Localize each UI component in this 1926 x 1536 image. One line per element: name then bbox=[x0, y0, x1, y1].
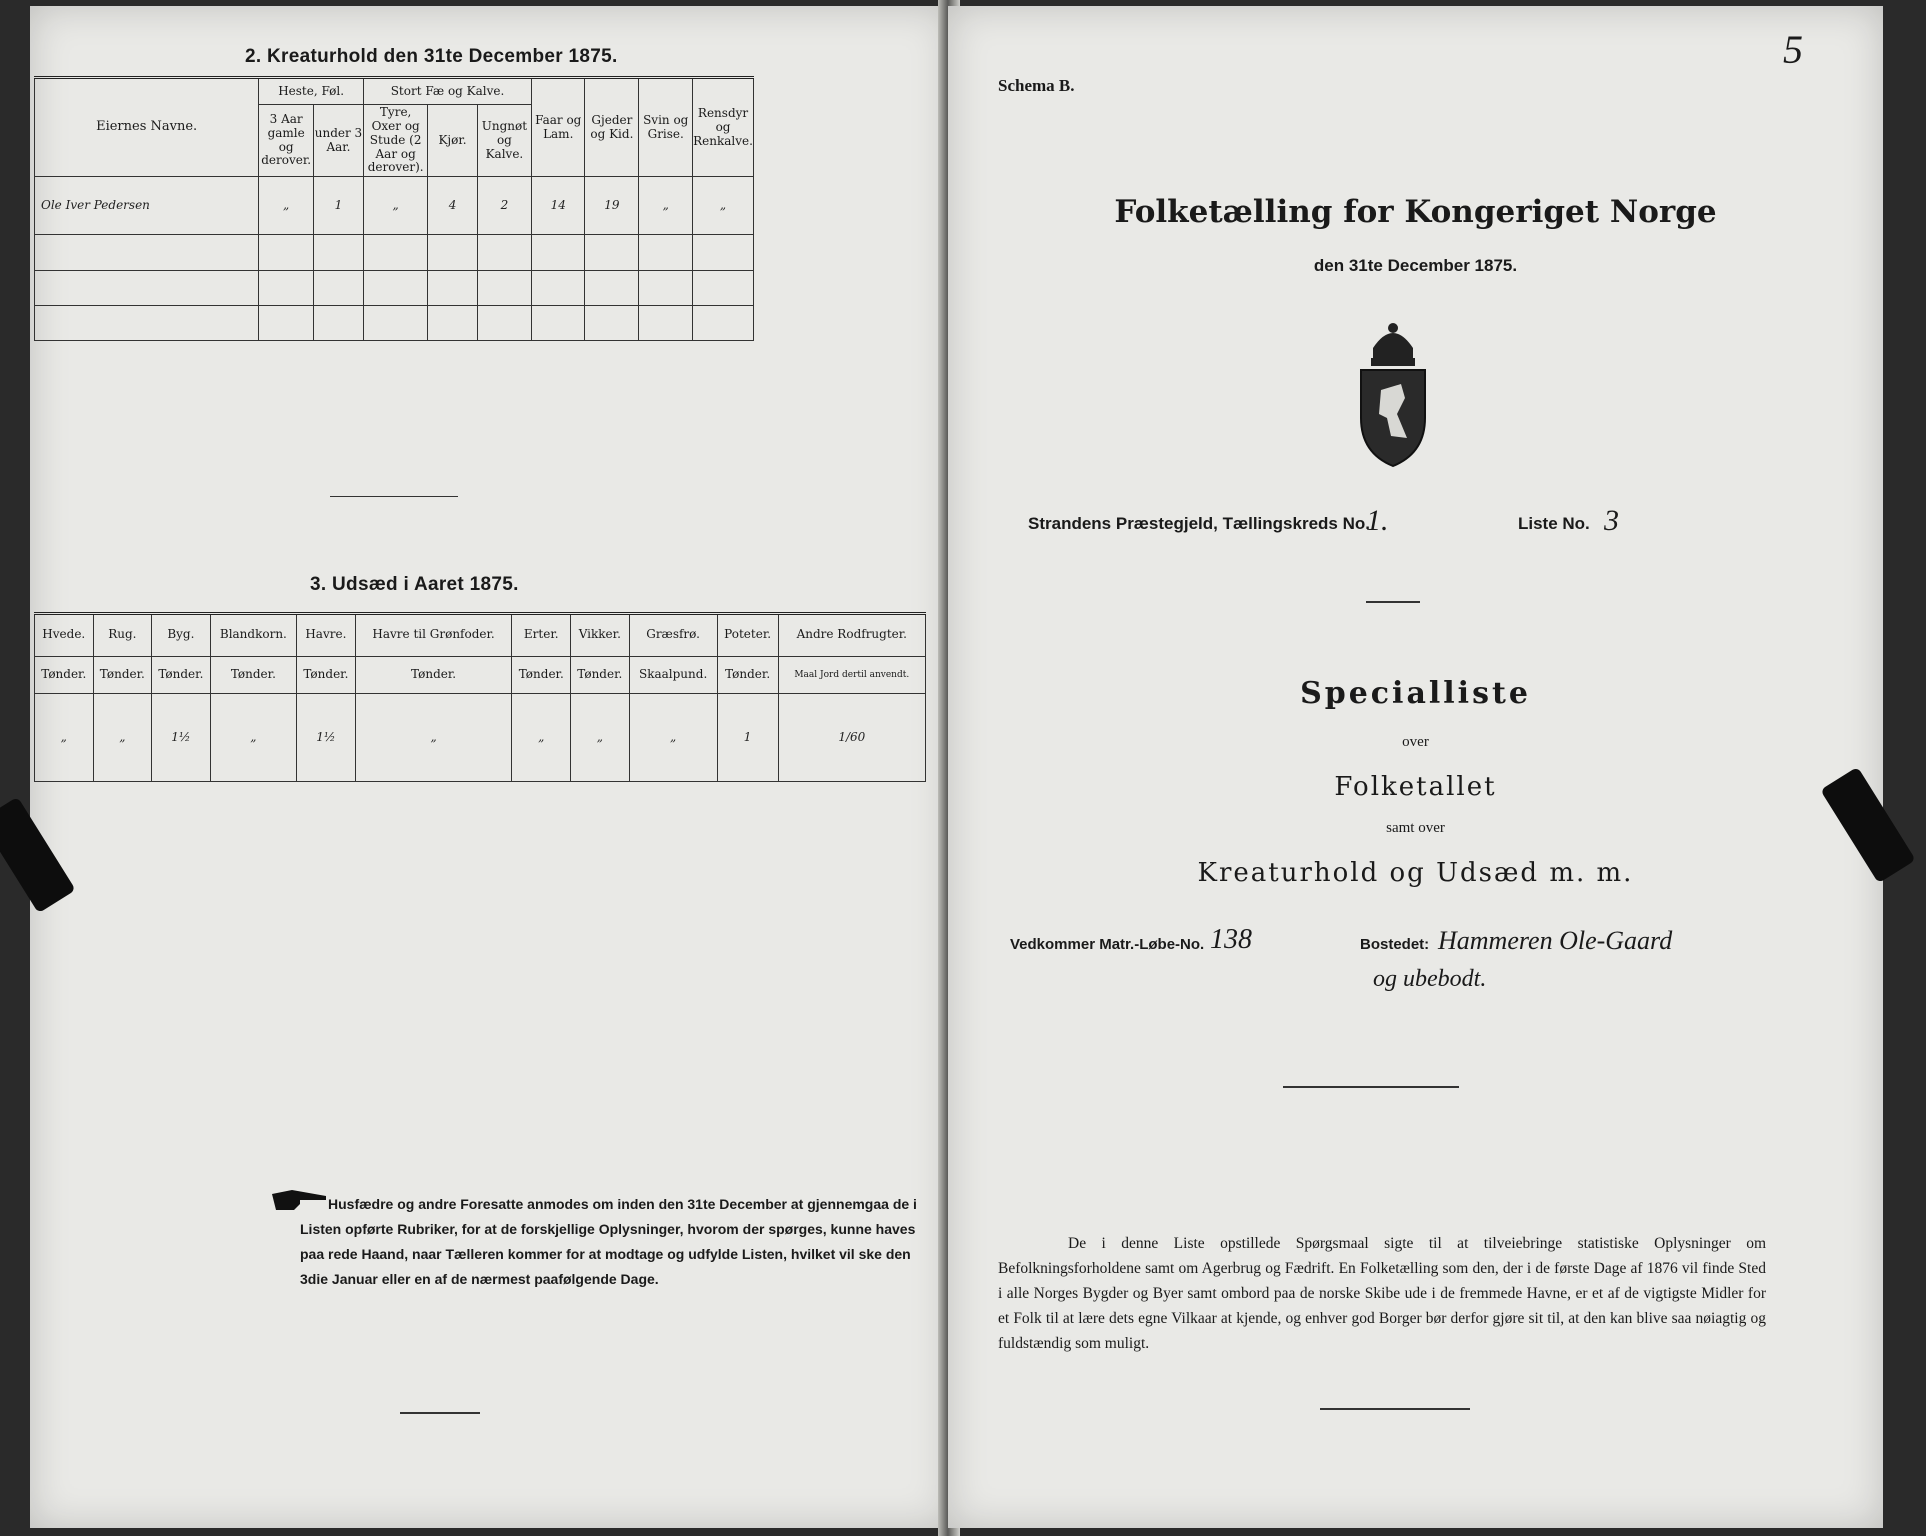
cows-header: Kjør. bbox=[428, 104, 477, 176]
left-page bbox=[30, 6, 950, 1528]
matr-number: 138 bbox=[1210, 924, 1252, 955]
seed-value: 1 bbox=[717, 694, 778, 782]
crop-header: Erter. bbox=[512, 614, 571, 657]
owner-name: Ole Iver Pedersen bbox=[35, 177, 259, 235]
horses-young-header: under 3 Aar. bbox=[313, 104, 363, 176]
document-title: Folketælling for Kongeriget Norge bbox=[1114, 194, 1717, 230]
liste-number: 3 bbox=[1604, 504, 1619, 537]
seed-value: „ bbox=[512, 694, 571, 782]
right-page bbox=[948, 6, 1883, 1528]
liste-label: Liste No. bbox=[1518, 514, 1590, 533]
crop-header: Rug. bbox=[93, 614, 152, 657]
value-cell: „ bbox=[693, 177, 754, 235]
horses-adult-header: 3 Aar gamle og derover. bbox=[259, 104, 314, 176]
unit-header: Tønder. bbox=[35, 656, 94, 694]
seed-value: „ bbox=[629, 694, 717, 782]
table-row bbox=[35, 270, 754, 305]
seed-table bbox=[34, 612, 926, 782]
unit-header: Tønder. bbox=[512, 656, 571, 694]
seed-value: 1½ bbox=[297, 694, 356, 782]
notice-paragraph: Husfædre og andre Foresatte anmodes om inden den 31te December at gjennemgaa de i Listen opførte Rubriker, for at de forskjellige Oplysninger, hvorom der spørges, kunne haves paa rede Haand, naar Tælleren kommer for at modtage og udfylde Listen, hvilket vil ske den 3die Januar eller en af de nærmest paafølgende Dage. bbox=[300, 1196, 917, 1287]
matr-label: Vedkommer Matr.-Løbe-No. bbox=[1010, 936, 1205, 953]
owner-header: Eiernes Navne. bbox=[35, 78, 259, 177]
unit-header: Skaalpund. bbox=[629, 656, 717, 694]
crop-header: Blandkorn. bbox=[210, 614, 296, 657]
reindeer-header: Rensdyr og Renkalve. bbox=[693, 78, 754, 177]
district-label: Strandens Præstegjeld, Tællingskreds No. bbox=[1028, 514, 1370, 533]
district-number: 1. bbox=[1366, 504, 1389, 537]
value-cell: „ bbox=[363, 177, 427, 235]
table-row bbox=[35, 694, 926, 782]
document-date: den 31te December 1875. bbox=[1313, 256, 1518, 275]
value-cell: „ bbox=[259, 177, 314, 235]
crop-header: Hvede. bbox=[35, 614, 94, 657]
value-cell: „ bbox=[639, 177, 693, 235]
table-row bbox=[35, 235, 754, 270]
crop-header: Græsfrø. bbox=[629, 614, 717, 657]
seed-value: „ bbox=[355, 694, 512, 782]
divider bbox=[1366, 601, 1420, 603]
table-row bbox=[35, 305, 754, 340]
samt-over-label: samt over bbox=[1386, 820, 1445, 836]
divider bbox=[1283, 1086, 1459, 1088]
unit-header: Tønder. bbox=[93, 656, 152, 694]
kreaturhold-heading: Kreaturhold og Udsæd m. m. bbox=[1197, 858, 1634, 888]
schema-label: Schema B. bbox=[998, 76, 1075, 95]
seed-value: „ bbox=[35, 694, 94, 782]
norway-coat-of-arms-emblem bbox=[1353, 318, 1433, 468]
divider bbox=[1320, 1408, 1470, 1410]
bosted-value: Hammeren Ole-Gaard bbox=[1438, 926, 1673, 955]
unit-header: Tønder. bbox=[355, 656, 512, 694]
unit-header: Tønder. bbox=[152, 656, 211, 694]
bulls-header: Tyre, Oxer og Stude (2 Aar og derover). bbox=[363, 104, 427, 176]
crop-header: Vikker. bbox=[571, 614, 630, 657]
table-row bbox=[35, 177, 754, 235]
seed-value: „ bbox=[93, 694, 152, 782]
value-cell: 2 bbox=[477, 177, 531, 235]
footer-explanation: De i denne Liste opstillede Spørgsmaal sigte til at tilveiebringe statistiske Oplysninger om Befolkningsforholdene samt om Agerbrug og Fædrift. En Folketælling som den, der i de første Dage af 1876 vil finde Sted i alle Norges Bygder og Byer samt ombord paa de norske Skibe ude i de fremmede Havne, er et af de vigtigste Midler for et Folk til at lære dets egne Vilkaar at kjende, og enhver god Borger bør derfor gjøre sit til, at den kan blive saa nøiagtig og fuldstændig som muligt. bbox=[998, 1235, 1766, 1352]
folketallet-heading: Folketallet bbox=[1334, 772, 1497, 802]
crop-header: Poteter. bbox=[717, 614, 778, 657]
horses-group-header: Heste, Føl. bbox=[259, 78, 364, 105]
goats-header: Gjeder og Kid. bbox=[585, 78, 639, 177]
pigs-header: Svin og Grise. bbox=[639, 78, 693, 177]
crop-header: Byg. bbox=[152, 614, 211, 657]
bosted-value-continued: og ubebodt. bbox=[1373, 966, 1487, 992]
divider bbox=[400, 1412, 480, 1414]
value-cell: 1 bbox=[313, 177, 363, 235]
section-3-title: 3. Udsæd i Aaret 1875. bbox=[310, 574, 519, 595]
crop-header: Havre. bbox=[297, 614, 356, 657]
unit-header: Maal Jord dertil anvendt. bbox=[778, 656, 925, 694]
sheep-header: Faar og Lam. bbox=[532, 78, 585, 177]
unit-header: Tønder. bbox=[571, 656, 630, 694]
cattle-group-header: Stort Fæ og Kalve. bbox=[363, 78, 531, 105]
livestock-table bbox=[34, 76, 754, 341]
section-2-title: 2. Kreaturhold den 31te December 1875. bbox=[245, 46, 618, 67]
page-number: 5 bbox=[1783, 27, 1803, 72]
seed-value: 1½ bbox=[152, 694, 211, 782]
seed-value: „ bbox=[571, 694, 630, 782]
unit-header: Tønder. bbox=[210, 656, 296, 694]
specialliste-title: Specialliste bbox=[1300, 676, 1531, 711]
seed-value: „ bbox=[210, 694, 296, 782]
young-cattle-header: Ungnøt og Kalve. bbox=[477, 104, 531, 176]
crop-header: Andre Rodfrugter. bbox=[778, 614, 925, 657]
value-cell: 4 bbox=[428, 177, 477, 235]
over-label: over bbox=[1402, 734, 1429, 750]
value-cell: 14 bbox=[532, 177, 585, 235]
value-cell: 19 bbox=[585, 177, 639, 235]
unit-header: Tønder. bbox=[297, 656, 356, 694]
divider bbox=[330, 496, 458, 497]
bosted-label: Bostedet: bbox=[1360, 936, 1430, 953]
seed-value: 1/60 bbox=[778, 694, 925, 782]
unit-header: Tønder. bbox=[717, 656, 778, 694]
crop-header: Havre til Grønfoder. bbox=[355, 614, 512, 657]
